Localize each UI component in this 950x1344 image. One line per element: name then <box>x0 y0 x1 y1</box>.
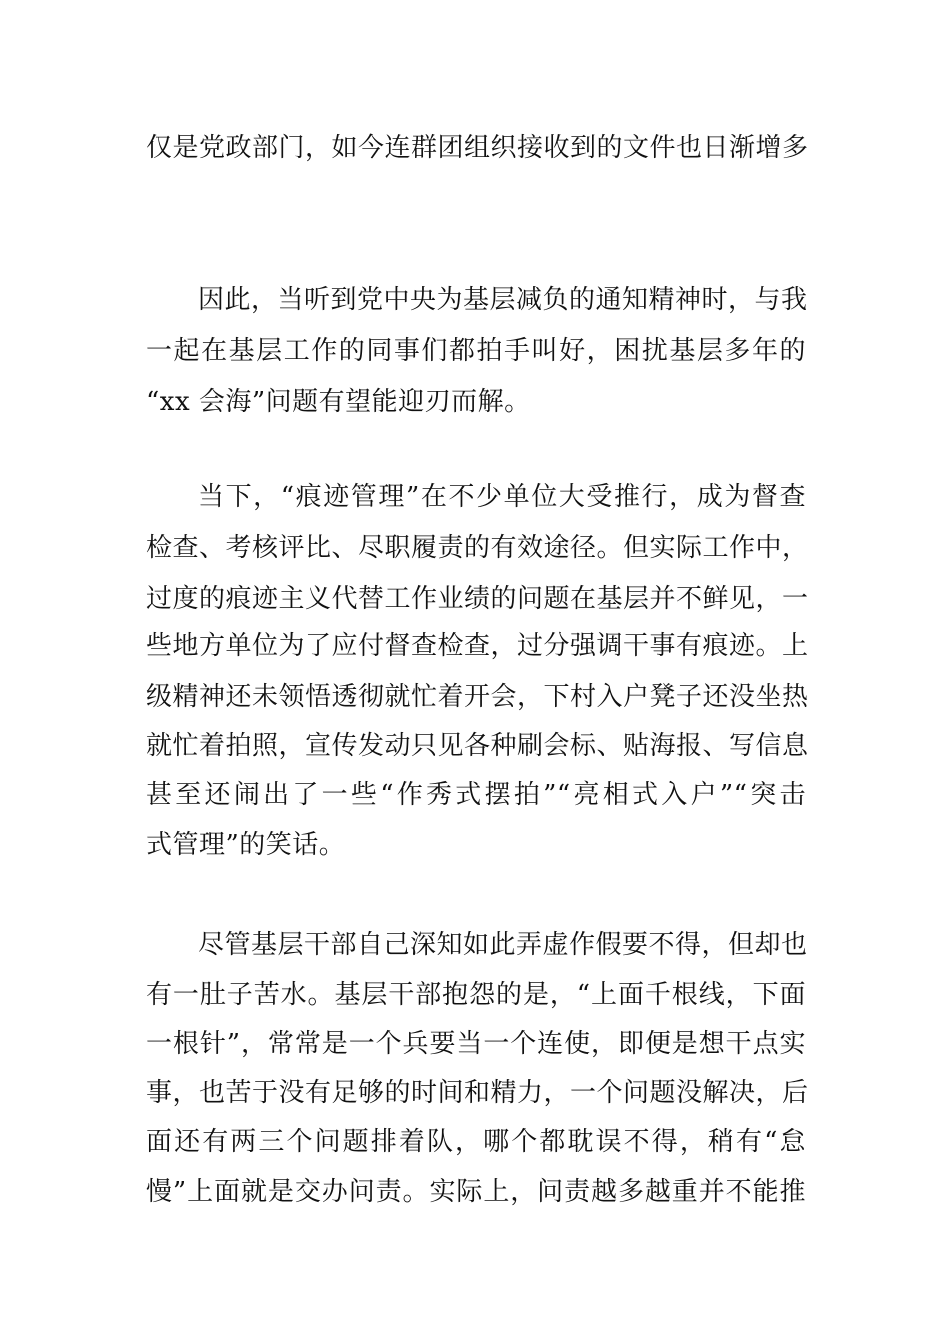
paragraph-3-line-6: 就忙着拍照，宣传发动只见各种刷会标、贴海报、写信息 <box>146 731 809 761</box>
paragraph-3-line-3: 过度的痕迹主义代替工作业绩的问题在基层并不鲜见，一 <box>146 584 809 614</box>
paragraph-3-line-7: 甚至还闹出了一些“作秀式摆拍”“亮相式入户”“突击 <box>146 780 806 810</box>
paragraph-1-line-1: 仅是党政部门，如今连群团组织接收到的文件也日渐增多 <box>146 133 809 163</box>
paragraph-2-line-1: 因此，当听到党中央为基层减负的通知精神时，与我 <box>198 285 808 315</box>
paragraph-3-line-2: 检查、考核评比、尽职履责的有效途径。但实际工作中， <box>146 533 809 563</box>
paragraph-3-line-5: 级精神还未领悟透彻就忙着开会，下村入户凳子还没坐热 <box>146 682 809 712</box>
paragraph-3-line-8: 式管理”的笑话。 <box>146 830 346 860</box>
paragraph-4-line-3: 一根针”，常常是一个兵要当一个连使，即便是想干点实 <box>146 1029 806 1059</box>
paragraph-4-line-4: 事，也苦于没有足够的时间和精力，一个问题没解决，后 <box>146 1078 809 1108</box>
paragraph-3-line-4: 些地方单位为了应付督查检查，过分强调干事有痕迹。上 <box>146 631 809 661</box>
paragraph-3-line-1: 当下，“痕迹管理”在不少单位大受推行，成为督查 <box>198 482 806 512</box>
paragraph-4-line-5: 面还有两三个问题排着队，哪个都耽误不得，稍有“怠 <box>146 1127 806 1157</box>
paragraph-4-line-1: 尽管基层干部自己深知如此弄虚作假要不得，但却也 <box>198 930 808 960</box>
paragraph-2-line-2: 一起在基层工作的同事们都拍手叫好，困扰基层多年的 <box>146 336 806 366</box>
paragraph-2-line-3: “xx 会海”问题有望能迎刃而解。 <box>146 387 531 417</box>
paragraph-4-line-2: 有一肚子苦水。基层干部抱怨的是，“上面千根线，下面 <box>146 980 806 1010</box>
paragraph-4-line-6: 慢”上面就是交办问责。实际上，问责越多越重并不能推 <box>146 1177 806 1207</box>
